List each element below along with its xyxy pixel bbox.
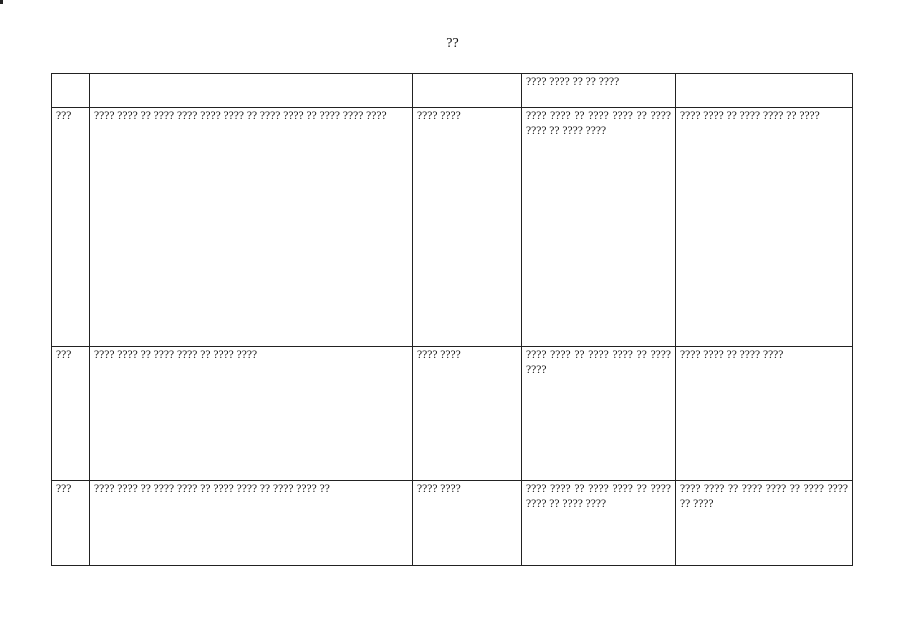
legal-basis-cell: [522, 481, 676, 566]
years-cell: ???? ????: [413, 347, 522, 481]
executor-cell: ???? ???? ?? ???? ???? ?? ????: [676, 108, 853, 347]
row-number: ???: [52, 481, 90, 566]
measure-cell: ???? ???? ?? ???? ???? ?? ???? ????: [90, 347, 413, 481]
years-cell: ???? ????: [413, 481, 522, 566]
measure-text: ???? ???? ?? ???? ???? ?? ???? ???? ?? ???? ???? ??: [94, 483, 330, 495]
executor-text: ???? ???? ?? ???? ???? ?? ???? ???? ?? ????: [680, 483, 848, 510]
executor-cell: ???? ???? ?? ???? ????: [676, 347, 853, 481]
years-cell: [413, 74, 522, 108]
measure-cell: [90, 481, 413, 566]
years-cell: ???? ????: [413, 108, 522, 347]
executor-cell: [676, 74, 853, 108]
legal-basis-text: ???? ???? ?? ???? ???? ?? ???? ???? ?? ???? ????: [526, 483, 671, 510]
table-row: [52, 74, 853, 108]
scan-edge-mark: [0, 0, 3, 4]
table-row: [52, 108, 853, 347]
legal-basis-cell: ???? ???? ?? ???? ???? ?? ???? ???? ?? ???? ????: [522, 108, 676, 347]
table-row: [52, 481, 853, 566]
page-number: ??: [446, 36, 459, 51]
table-row: [52, 347, 853, 481]
legal-basis-cell: ???? ???? ?? ?? ????: [522, 74, 676, 108]
measure-cell: [90, 74, 413, 108]
row-number: ???: [52, 347, 90, 481]
executor-cell: [676, 481, 853, 566]
row-number: [52, 74, 90, 108]
row-number: ???: [52, 108, 90, 347]
legal-basis-cell: ???? ???? ?? ???? ???? ?? ???? ????: [522, 347, 676, 481]
document-table: [51, 73, 853, 566]
measure-cell: ???? ???? ?? ???? ???? ???? ???? ?? ???? ???? ?? ???? ???? ????: [90, 108, 413, 347]
